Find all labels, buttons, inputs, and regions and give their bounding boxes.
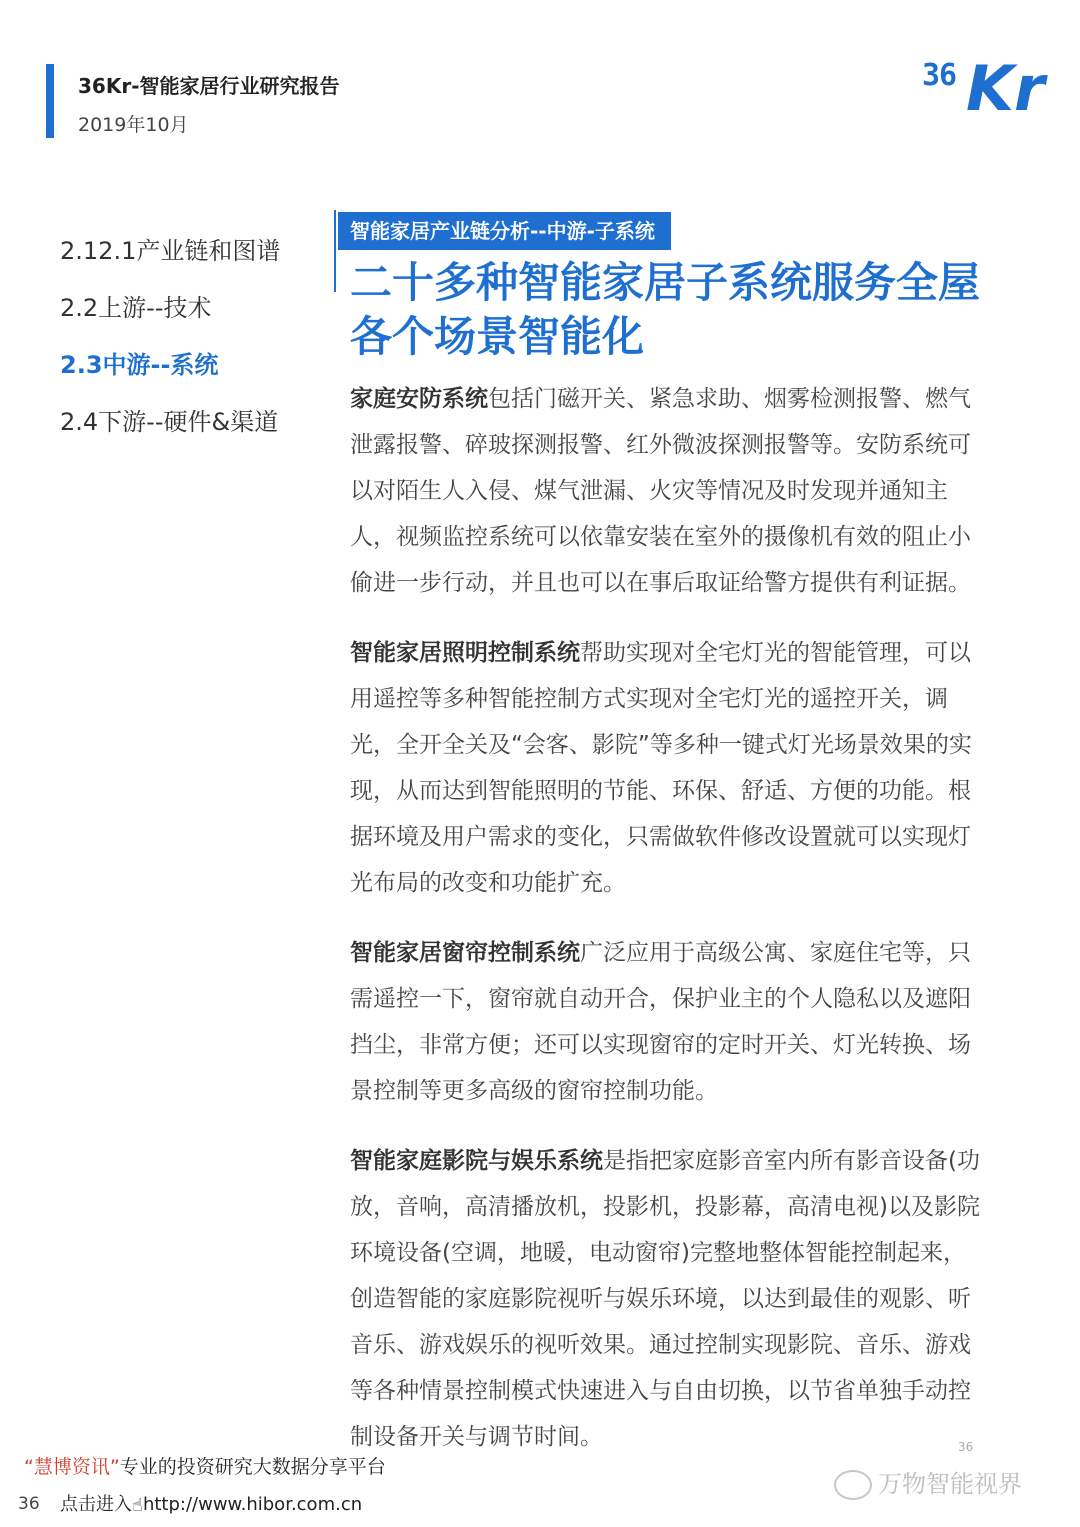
body-content (350, 376, 988, 1484)
page-number-small: 36 (958, 1440, 974, 1454)
footer-link[interactable] (60, 1490, 362, 1516)
logo-kr-text: Kr (966, 52, 1045, 125)
footer-source-text: 专业的投资研究大数据分享平台 (119, 1456, 386, 1478)
paragraph-lead: 家庭安防系统 (350, 386, 488, 412)
paragraph-text: 广泛应用于高级公寓、家庭住宅等，只需遥控一下，窗帘就自动开合，保护业主的个人隐私以及遮阳挡尘，非常方便；还可以实现窗帘的定时开关、灯光转换、场景控制等更多高级的窗帘控制功能。 (350, 940, 971, 1104)
toc-item-2-1[interactable]: 2.12.1产业链和图谱 (60, 237, 281, 265)
paragraph-lead: 智能家居窗帘控制系统 (350, 940, 580, 966)
36kr-logo (922, 52, 1045, 132)
paragraph-text: 包括门磁开关、紧急求助、烟雾检测报警、燃气泄露报警、碎玻探测报警、红外微波探测报警等。安防系统可以对陌生人入侵、煤气泄漏、火灾等情况及时发现并通知主人，视频监控系统可以依靠安装在室外的摄像机有效的阻止小偷进一步行动，并且也可以在事后取证给警方提供有利证据。 (350, 386, 971, 596)
wechat-icon (834, 1470, 872, 1500)
section-divider-line (334, 210, 336, 292)
paragraph-text: 帮助实现对全宅灯光的智能管理，可以用遥控等多种智能控制方式实现对全宅灯光的遥控开关，调光，全开全关及“会客、影院”等多种一键式灯光场景效果的实现，从而达到智能照明的节能、环保、舒适、方便的功能。根据环境及用户需求的变化，只需做软件修改设置就可以实现灯光布局的改变和功能扩充。 (350, 640, 972, 896)
footer-link-url[interactable]: http://www.hibor.com.cn (142, 1494, 363, 1515)
footer-brand: “慧博资讯” (24, 1456, 120, 1478)
pointing-hand-icon: ☝ (132, 1494, 143, 1516)
paragraph-lead: 智能家庭影院与娱乐系统 (350, 1148, 603, 1174)
paragraph-security (350, 376, 988, 606)
toc-item-2-3[interactable]: 2.3中游--系统 (60, 351, 219, 379)
footer-source (24, 1452, 386, 1479)
toc-item-2-4[interactable]: 2.4下游--硬件&渠道 (60, 408, 279, 436)
report-date: 2019年10月 (78, 114, 189, 136)
watermark (834, 1464, 1022, 1500)
paragraph-lighting (350, 630, 988, 906)
page-headline: 二十多种智能家居子系统服务全屋各个场景智能化 (350, 258, 981, 361)
paragraph-text: 是指把家庭影音室内所有影音设备(功放，音响，高清播放机，投影机，投影幕，高清电视)以及影院环境设备(空调，地暖，电动窗帘)完整地整体智能控制起来，创造智能的家庭影院视听与娱乐环境，以达到最佳的观影、听音乐、游戏娱乐的视听效果。通过控制实现影院、音乐、游戏等各种情景控制模式快速进入与自由切换，以节省单独手动控制设备开关与调节时间。 (350, 1148, 980, 1450)
section-tag: 智能家居产业链分析--中游-子系统 (338, 212, 671, 250)
toc-item-2-2[interactable]: 2.2上游--技术 (60, 294, 212, 322)
logo-36-text: 36 (922, 58, 957, 93)
report-title: 36Kr-智能家居行业研究报告 (78, 74, 340, 98)
table-of-contents (60, 234, 280, 462)
footer-link-prefix: 点击进入 (60, 1494, 132, 1515)
header-accent-bar (46, 64, 54, 138)
watermark-text: 万物智能视界 (878, 1470, 1022, 1498)
page-number: 36 (18, 1494, 40, 1514)
paragraph-curtain (350, 930, 988, 1114)
paragraph-theater (350, 1138, 988, 1460)
paragraph-lead: 智能家居照明控制系统 (350, 640, 580, 666)
